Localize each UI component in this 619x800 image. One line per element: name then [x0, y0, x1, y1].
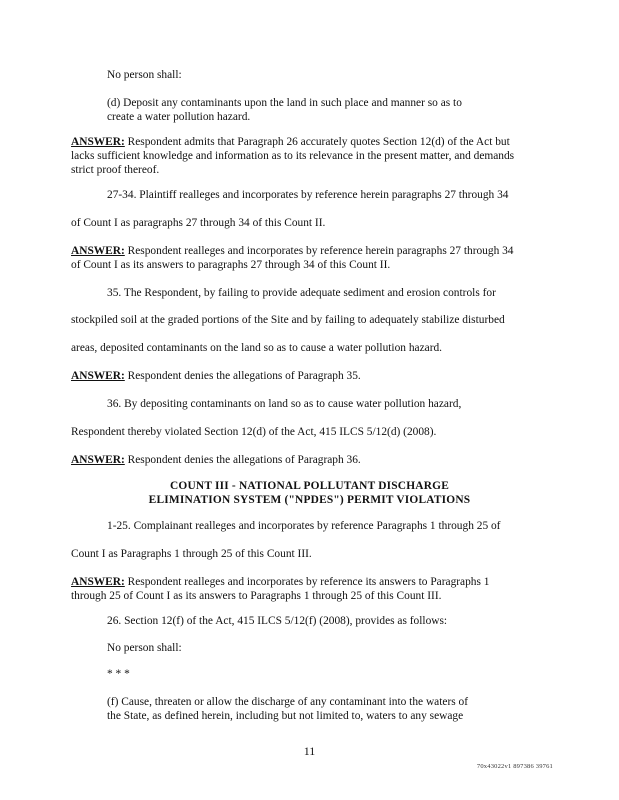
answer-1-25-line2: through 25 of Count I as its answers to Paragraphs 1 through 25 of this Count III. [71, 590, 442, 602]
answer-label: ANSWER: [71, 245, 125, 257]
answer-27-34-line1 [71, 244, 514, 258]
quote-clause-d-line1: (d) Deposit any contaminants upon the land in such place and manner so as to [107, 97, 462, 109]
quote-clause-f-line2: the State, as defined herein, including but not limited to, waters to any sewage [107, 710, 464, 722]
paragraph-27-34-line2: of Count I as paragraphs 27 through 34 of this Count II. [71, 217, 326, 229]
count-iii-heading-line1: COUNT III - NATIONAL POLLUTANT DISCHARGE [170, 480, 449, 492]
paragraph-1-25-line2: Count I as Paragraphs 1 through 25 of this Count III. [71, 548, 312, 560]
answer-text: Respondent realleges and incorporates by reference its answers to Paragraphs 1 [124, 576, 490, 588]
paragraph-35-line1: 35. The Respondent, by failing to provide adequate sediment and erosion controls for [107, 287, 496, 299]
paragraph-36-line2: Respondent thereby violated Section 12(d) of the Act, 415 ILCS 5/12(d) (2008). [71, 426, 437, 438]
paragraph-35-line2: stockpiled soil at the graded portions of the Site and by failing to adequately stabilize disturbed [71, 314, 505, 326]
answer-35 [71, 369, 361, 383]
document-id: 70x43022v1 897386 39761 [476, 763, 553, 770]
paragraph-36-line1: 36. By depositing contaminants on land so as to cause water pollution hazard, [107, 398, 462, 410]
paragraph-27-34-line1: 27-34. Plaintiff realleges and incorporates by reference herein paragraphs 27 through 34 [107, 189, 509, 201]
answer-text: Respondent realleges and incorporates by reference herein paragraphs 27 through 34 [124, 245, 514, 257]
answer-36 [71, 453, 361, 467]
answer-text: Respondent denies the allegations of Paragraph 35. [124, 370, 361, 382]
answer-text: Respondent admits that Paragraph 26 accurately quotes Section 12(d) of the Act but [124, 136, 510, 148]
ellipsis-stars: * * * [107, 668, 130, 680]
answer-text: Respondent denies the allegations of Paragraph 36. [124, 454, 361, 466]
quote-clause-d-line2: create a water pollution hazard. [107, 111, 251, 123]
answer-label: ANSWER: [71, 576, 125, 588]
answer-label: ANSWER: [71, 454, 125, 466]
answer-26-line2: lacks sufficient knowledge and information as to its relevance in the present matter, and demands [71, 150, 515, 162]
paragraph-1-25-line1: 1-25. Complainant realleges and incorporates by reference Paragraphs 1 through 25 of [107, 520, 501, 532]
paragraph-26: 26. Section 12(f) of the Act, 415 ILCS 5/12(f) (2008), provides as follows: [107, 615, 448, 627]
quote-intro-2: No person shall: [107, 642, 182, 654]
answer-label: ANSWER: [71, 136, 125, 148]
answer-label: ANSWER: [71, 370, 125, 382]
quote-intro: No person shall: [107, 69, 182, 81]
paragraph-35-line3: areas, deposited contaminants on the land so as to cause a water pollution hazard. [71, 342, 443, 354]
answer-26-line1 [71, 135, 510, 149]
count-iii-heading-line2: ELIMINATION SYSTEM ("NPDES") PERMIT VIOLATIONS [148, 494, 471, 506]
answer-1-25-line1 [71, 575, 489, 589]
answer-26-line3: strict proof thereof. [71, 164, 160, 176]
quote-clause-f-line1: (f) Cause, threaten or allow the discharge of any contaminant into the waters of [107, 696, 469, 708]
answer-27-34-line2: of Count I as its answers to paragraphs 27 through 34 of this Count II. [71, 259, 391, 271]
page-number: 11 [303, 744, 316, 758]
